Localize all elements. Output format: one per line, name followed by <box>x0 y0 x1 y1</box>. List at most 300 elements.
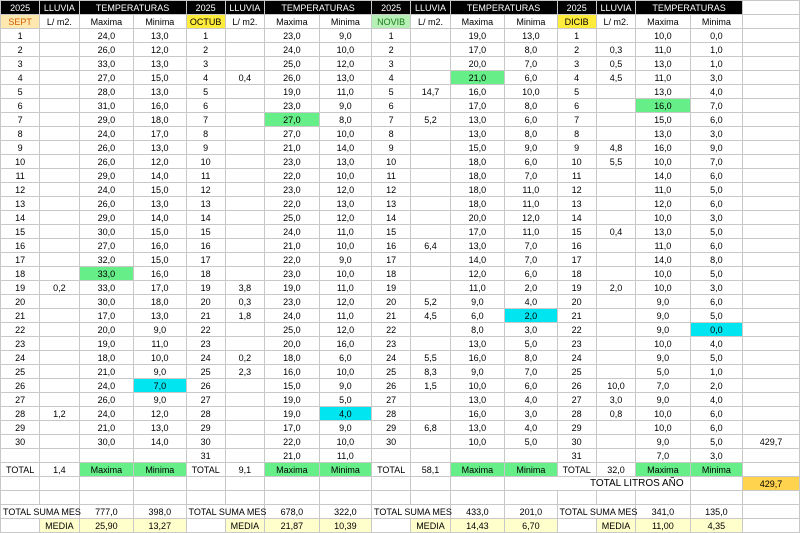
column-header-lluvia-3: LLUVIA <box>596 1 635 15</box>
day-cell: 16 <box>372 239 411 253</box>
tmin-cell: 3,0 <box>690 127 742 141</box>
tmax-cell: 25,0 <box>265 211 320 225</box>
tmin-cell: 11,0 <box>134 337 186 351</box>
day-cell: 26 <box>372 379 411 393</box>
rain-cell: 1,5 <box>411 379 450 393</box>
rain-cell <box>411 267 450 281</box>
rain-cell <box>225 211 264 225</box>
tmax-cell: 8,0 <box>450 323 505 337</box>
spacer-cell <box>40 477 79 491</box>
tmin-cell: 14,0 <box>134 211 186 225</box>
tmax-cell: 26,0 <box>79 197 134 211</box>
day-cell: 24 <box>186 351 225 365</box>
tmin-cell: 4,0 <box>505 295 557 309</box>
rain-cell <box>40 225 79 239</box>
rain-cell <box>40 365 79 379</box>
day-cell: 5 <box>372 85 411 99</box>
spacer-cell <box>265 477 320 491</box>
total-rain-value: 32,0 <box>596 463 635 477</box>
tmin-cell: 11,0 <box>505 183 557 197</box>
spacer-cell <box>690 477 742 491</box>
tmax-cell: 17,0 <box>450 99 505 113</box>
rain-cell <box>411 141 450 155</box>
day-cell: 8 <box>372 127 411 141</box>
rain-cell <box>225 323 264 337</box>
table-row <box>1 113 800 127</box>
day-cell: 28 <box>557 407 596 421</box>
day-cell: 4 <box>372 71 411 85</box>
rain-cell: 14,7 <box>411 85 450 99</box>
total-label: TOTAL <box>186 463 225 477</box>
day-cell: 6 <box>372 99 411 113</box>
rain-cell <box>40 267 79 281</box>
tmax-cell: 10,0 <box>636 337 691 351</box>
spacer-cell <box>1 491 40 505</box>
suma-label: TOTAL SUMA MES <box>1 505 80 519</box>
day-cell: 7 <box>186 113 225 127</box>
rain-cell: 4,8 <box>596 141 635 155</box>
tmax-cell: 11,0 <box>636 183 691 197</box>
day-cell: 14 <box>1 211 40 225</box>
day-cell: 24 <box>372 351 411 365</box>
tmax-cell: 5,0 <box>636 365 691 379</box>
column-header-year-1: 2025 <box>186 1 225 15</box>
rain-cell: 0,8 <box>596 407 635 421</box>
tmin-cell: 7,0 <box>505 239 557 253</box>
day-cell: 18 <box>186 267 225 281</box>
rain-cell <box>225 435 264 449</box>
rain-cell <box>411 155 450 169</box>
total-rain-value: 1,4 <box>40 463 79 477</box>
rain-cell: 10,0 <box>596 379 635 393</box>
year-total-row <box>1 477 800 491</box>
rain-cell: 4,5 <box>411 309 450 323</box>
tmax-cell: 27,0 <box>79 239 134 253</box>
day-cell: 2 <box>186 43 225 57</box>
table-row <box>1 43 800 57</box>
rain-cell: 5,2 <box>411 295 450 309</box>
rain-cell <box>225 29 264 43</box>
tmin-cell: 10,0 <box>319 169 371 183</box>
tmin-cell: 12,0 <box>319 183 371 197</box>
day-cell: 4 <box>557 71 596 85</box>
day-cell: 13 <box>557 197 596 211</box>
tmin-cell: 14,0 <box>134 169 186 183</box>
tmax-cell: 14,0 <box>636 253 691 267</box>
spacer-cell <box>743 29 800 43</box>
tmax-cell: 17,0 <box>265 421 320 435</box>
tmin-cell: 6,0 <box>505 267 557 281</box>
month-label-dicib: DICIB <box>557 15 596 29</box>
rain-cell <box>40 127 79 141</box>
day-cell: 2 <box>557 43 596 57</box>
rain-cell <box>411 253 450 267</box>
rain-cell <box>596 85 635 99</box>
tmax-cell: 18,0 <box>265 351 320 365</box>
tmin-cell: 5,0 <box>690 435 742 449</box>
tmax-cell: 20,0 <box>450 211 505 225</box>
total-rain-value: 9,1 <box>225 463 264 477</box>
tmin-cell: 12,0 <box>319 295 371 309</box>
media-minima-value: 6,70 <box>505 519 557 533</box>
tmax-cell: 16,0 <box>265 365 320 379</box>
rain-cell <box>411 393 450 407</box>
rain-cell <box>596 183 635 197</box>
table-row <box>1 99 800 113</box>
tmax-cell: 17,0 <box>79 309 134 323</box>
tmax-cell: 24,0 <box>265 43 320 57</box>
tmax-cell: 21,0 <box>265 449 320 463</box>
suma-minima-value: 201,0 <box>505 505 557 519</box>
rain-cell <box>596 169 635 183</box>
rain-cell <box>411 99 450 113</box>
rain-cell <box>225 155 264 169</box>
tmax-cell: 17,0 <box>450 43 505 57</box>
rain-cell: 5,5 <box>596 155 635 169</box>
rain-cell: 6,8 <box>411 421 450 435</box>
day-cell: 7 <box>557 113 596 127</box>
tmin-cell: 11,0 <box>505 197 557 211</box>
day-cell: 4 <box>186 71 225 85</box>
tmin-cell: 13,0 <box>134 29 186 43</box>
day-cell: 14 <box>372 211 411 225</box>
tmin-cell: 10,0 <box>134 351 186 365</box>
tmax-cell: 19,0 <box>79 337 134 351</box>
day-cell: 15 <box>1 225 40 239</box>
spacer-cell <box>690 491 742 505</box>
tmax-cell: 13,0 <box>450 393 505 407</box>
rain-cell <box>596 99 635 113</box>
rain-cell: 1,2 <box>40 407 79 421</box>
spacer-cell <box>743 463 800 477</box>
year-total-value: 429,7 <box>743 477 800 491</box>
table-row <box>1 211 800 225</box>
rain-cell: 2,0 <box>596 281 635 295</box>
tmin-cell: 9,0 <box>319 421 371 435</box>
rain-cell <box>596 127 635 141</box>
tmax-cell: 33,0 <box>79 281 134 295</box>
rain-cell <box>411 183 450 197</box>
day-cell: 27 <box>186 393 225 407</box>
tmin-cell: 5,0 <box>505 435 557 449</box>
spacer-cell <box>743 393 800 407</box>
rain-cell <box>411 29 450 43</box>
tmin-cell: 6,0 <box>690 197 742 211</box>
day-cell: 8 <box>557 127 596 141</box>
tmax-cell: 27,0 <box>79 71 134 85</box>
day-cell: 4 <box>1 71 40 85</box>
media-minima-value: 10,39 <box>319 519 371 533</box>
day-cell: 18 <box>372 267 411 281</box>
column-header-maxima-3: Maxima <box>636 15 691 29</box>
tmin-cell <box>134 449 186 463</box>
rain-cell: 1,8 <box>225 309 264 323</box>
table-row <box>1 169 800 183</box>
day-cell: 12 <box>186 183 225 197</box>
day-cell: 22 <box>1 323 40 337</box>
tmax-cell: 10,0 <box>636 281 691 295</box>
spacer-cell <box>743 281 800 295</box>
tmin-cell: 13,0 <box>134 85 186 99</box>
suma-maxima-value: 678,0 <box>265 505 320 519</box>
table-row <box>1 183 800 197</box>
rain-cell <box>225 127 264 141</box>
tmin-cell: 11,0 <box>505 225 557 239</box>
rain-cell <box>225 169 264 183</box>
spacer-cell <box>743 351 800 365</box>
rain-cell <box>411 449 450 463</box>
spacer-cell <box>134 491 186 505</box>
tmin-cell: 8,0 <box>505 351 557 365</box>
rain-cell: 6,4 <box>411 239 450 253</box>
day-cell: 5 <box>186 85 225 99</box>
tmax-cell: 16,0 <box>450 85 505 99</box>
day-cell: 6 <box>186 99 225 113</box>
day-cell: 21 <box>1 309 40 323</box>
month-label-octub: OCTUB <box>186 15 225 29</box>
total-maxima-label: Maxima <box>636 463 691 477</box>
day-cell: 9 <box>186 141 225 155</box>
tmin-cell: 3,0 <box>690 71 742 85</box>
day-cell: 24 <box>557 351 596 365</box>
rain-cell <box>596 253 635 267</box>
day-cell: 20 <box>186 295 225 309</box>
tmin-cell: 5,0 <box>319 393 371 407</box>
day-cell: 8 <box>1 127 40 141</box>
tmax-cell: 22,0 <box>265 197 320 211</box>
rain-cell <box>596 295 635 309</box>
rain-cell <box>40 85 79 99</box>
tmin-cell: 6,0 <box>690 169 742 183</box>
tmin-cell: 9,0 <box>690 141 742 155</box>
day-cell: 10 <box>372 155 411 169</box>
tmax-cell: 19,0 <box>265 281 320 295</box>
table-row <box>1 421 800 435</box>
rain-cell <box>225 43 264 57</box>
total-minima-label: Minima <box>134 463 186 477</box>
spacer-cell <box>743 183 800 197</box>
tmax-cell: 21,0 <box>79 365 134 379</box>
tmax-cell: 24,0 <box>79 29 134 43</box>
day-cell: 19 <box>372 281 411 295</box>
table-row <box>1 365 800 379</box>
tmin-cell: 7,0 <box>134 379 186 393</box>
table-row <box>1 29 800 43</box>
spacer-cell <box>743 197 800 211</box>
tmax-cell: 26,0 <box>79 141 134 155</box>
rain-cell <box>40 211 79 225</box>
tmin-cell: 9,0 <box>134 393 186 407</box>
tmax-cell: 26,0 <box>79 43 134 57</box>
tmin-cell: 18,0 <box>134 295 186 309</box>
tmin-cell: 3,0 <box>690 211 742 225</box>
tmin-cell: 13,0 <box>134 421 186 435</box>
day-cell: 23 <box>372 337 411 351</box>
tmin-cell: 14,0 <box>319 141 371 155</box>
rain-cell <box>411 281 450 295</box>
tmax-cell: 18,0 <box>450 169 505 183</box>
tmin-cell: 6,0 <box>690 113 742 127</box>
column-header-lluvia-2: LLUVIA <box>411 1 450 15</box>
rain-cell <box>40 295 79 309</box>
day-cell: 22 <box>186 323 225 337</box>
day-cell: 14 <box>557 211 596 225</box>
tmax-cell: 27,0 <box>265 113 320 127</box>
tmax-cell: 30,0 <box>79 225 134 239</box>
tmin-cell: 3,0 <box>505 323 557 337</box>
tmin-cell: 6,0 <box>505 113 557 127</box>
tmin-cell: 3,0 <box>690 281 742 295</box>
tmax-cell: 14,0 <box>450 253 505 267</box>
day-cell: 1 <box>372 29 411 43</box>
tmin-cell: 7,0 <box>505 57 557 71</box>
tmax-cell: 9,0 <box>450 295 505 309</box>
day-cell: 27 <box>372 393 411 407</box>
tmin-cell: 7,0 <box>505 169 557 183</box>
tmin-cell: 12,0 <box>505 211 557 225</box>
day-cell: 21 <box>372 309 411 323</box>
rain-cell <box>225 407 264 421</box>
tmax-cell: 10,0 <box>636 267 691 281</box>
spacer-cell <box>743 267 800 281</box>
tmax-cell <box>450 449 505 463</box>
day-cell: 30 <box>372 435 411 449</box>
tmin-cell: 12,0 <box>134 43 186 57</box>
tmin-cell: 10,0 <box>505 85 557 99</box>
rain-cell: 0,4 <box>596 225 635 239</box>
tmax-cell: 23,0 <box>265 183 320 197</box>
tmin-cell: 6,0 <box>690 239 742 253</box>
day-cell: 27 <box>557 393 596 407</box>
media-spacer <box>372 519 411 533</box>
rain-cell: 0,4 <box>225 71 264 85</box>
day-cell: 23 <box>1 337 40 351</box>
rain-cell: 0,2 <box>40 281 79 295</box>
tmax-cell: 24,0 <box>79 407 134 421</box>
rain-cell <box>411 407 450 421</box>
rain-cell <box>40 351 79 365</box>
table-row <box>1 295 800 309</box>
media-spacer <box>557 519 596 533</box>
day-cell: 17 <box>557 253 596 267</box>
spacer-cell <box>743 407 800 421</box>
tmin-cell: 5,0 <box>505 337 557 351</box>
table-row <box>1 71 800 85</box>
rain-cell: 3,8 <box>225 281 264 295</box>
tmin-cell: 0,0 <box>690 29 742 43</box>
tmax-cell: 13,0 <box>450 127 505 141</box>
tmax-cell: 28,0 <box>79 85 134 99</box>
day-cell: 9 <box>372 141 411 155</box>
day-cell: 31 <box>186 449 225 463</box>
rain-cell <box>411 169 450 183</box>
tmax-cell: 18,0 <box>450 197 505 211</box>
tmax-cell: 13,0 <box>636 57 691 71</box>
suma-label: TOTAL SUMA MES <box>557 505 636 519</box>
table-row <box>1 379 800 393</box>
total-maxima-label: Maxima <box>450 463 505 477</box>
tmax-cell: 23,0 <box>265 155 320 169</box>
rain-cell <box>596 267 635 281</box>
rain-cell: 0,3 <box>596 43 635 57</box>
tmax-cell: 12,0 <box>636 197 691 211</box>
spacer-cell <box>743 57 800 71</box>
tmax-cell: 33,0 <box>79 267 134 281</box>
rain-cell <box>411 127 450 141</box>
rain-cell <box>40 197 79 211</box>
day-cell: 12 <box>372 183 411 197</box>
column-header-lm2-3: L/ m2. <box>596 15 635 29</box>
tmax-cell: 15,0 <box>450 141 505 155</box>
table-header-row <box>1 1 800 15</box>
rain-cell <box>225 183 264 197</box>
day-cell: 10 <box>557 155 596 169</box>
tmax-cell: 13,0 <box>450 337 505 351</box>
tmax-cell: 10,0 <box>636 407 691 421</box>
tmax-cell: 13,0 <box>636 127 691 141</box>
tmin-cell: 7,0 <box>690 99 742 113</box>
tmin-cell: 9,0 <box>134 323 186 337</box>
rain-cell: 2,3 <box>225 365 264 379</box>
table-row <box>1 393 800 407</box>
day-cell: 25 <box>186 365 225 379</box>
tmax-cell: 9,0 <box>636 309 691 323</box>
day-cell: 24 <box>1 351 40 365</box>
rain-cell <box>40 435 79 449</box>
day-cell: 2 <box>1 43 40 57</box>
rain-cell <box>40 99 79 113</box>
day-cell: 5 <box>1 85 40 99</box>
day-cell: 3 <box>1 57 40 71</box>
media-maxima-value: 11,00 <box>636 519 691 533</box>
day-cell: 16 <box>1 239 40 253</box>
spacer-cell <box>743 491 800 505</box>
tmin-cell: 4,0 <box>690 85 742 99</box>
spacer-cell <box>743 379 800 393</box>
tmax-cell: 22,0 <box>265 253 320 267</box>
tmax-cell: 9,0 <box>450 365 505 379</box>
table-row <box>1 239 800 253</box>
tmin-cell: 11,0 <box>319 281 371 295</box>
tmin-cell: 13,0 <box>134 197 186 211</box>
tmin-cell: 13,0 <box>134 309 186 323</box>
day-cell: 7 <box>372 113 411 127</box>
rain-cell <box>411 435 450 449</box>
media-maxima-value: 21,87 <box>265 519 320 533</box>
tmax-cell: 7,0 <box>636 379 691 393</box>
spacer-cell <box>450 477 505 491</box>
rain-cell <box>596 29 635 43</box>
day-cell: 6 <box>557 99 596 113</box>
table-row <box>1 85 800 99</box>
tmin-cell: 4,0 <box>505 421 557 435</box>
total-maxima-label: Maxima <box>265 463 320 477</box>
rain-cell <box>411 337 450 351</box>
rain-cell <box>40 141 79 155</box>
tmax-cell: 16,0 <box>450 351 505 365</box>
day-cell: 15 <box>557 225 596 239</box>
rain-cell <box>411 71 450 85</box>
tmax-cell: 22,0 <box>265 169 320 183</box>
tmin-cell: 9,0 <box>319 99 371 113</box>
day-cell: 19 <box>557 281 596 295</box>
day-cell: 10 <box>186 155 225 169</box>
tmax-cell: 27,0 <box>265 127 320 141</box>
day-cell: 23 <box>186 337 225 351</box>
rain-cell <box>411 211 450 225</box>
tmax-cell: 18,0 <box>79 351 134 365</box>
total-label: TOTAL <box>1 463 40 477</box>
